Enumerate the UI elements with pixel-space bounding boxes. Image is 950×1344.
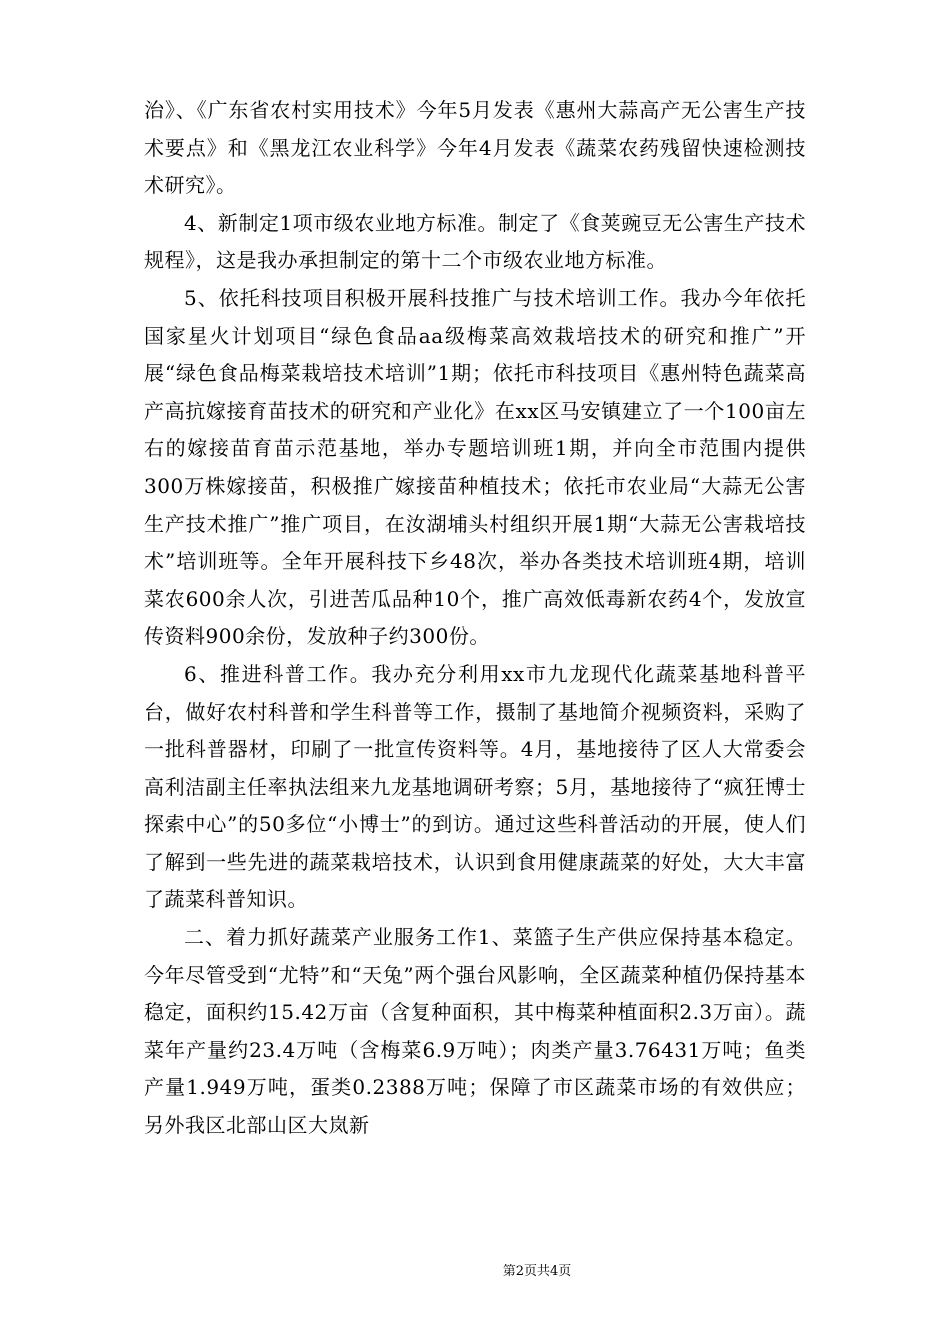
page-footer <box>0 1264 950 1280</box>
paragraph-item-6: 6、推进科普工作。我办充分利用xx市九龙现代化蔬菜基地科普平台，做好农村科普和学生科普等工作，摄制了基地简介视频资料，采购了一批科普器材，印刷了一批宣传资料等。4月，基地接待了区人大常委会高利洁副主任率执法组来九龙基地调研考察；5月，基地接待了“疯狂博士探索中心”的50多位“小博士”的到访。通过这些科普活动的开展，使人们了解到一些先进的蔬菜栽培技术，认识到食用健康蔬菜的好处，大大丰富了蔬菜科普知识。 <box>144 661 806 912</box>
page-number: 第2页共4页 <box>502 1264 572 1279</box>
paragraph-item-5: 5、依托科技项目积极开展科技推广与技术培训工作。我办今年依托国家星火计划项目“绿色食品aa级梅菜高效栽培技术的研究和推广”开展“绿色食品梅菜栽培技术培训”1期；依托市科技项目《惠州特色蔬菜高产高抗嫁接育苗技术的研究和产业化》在xx区马安镇建立了一个100亩左右的嫁接苗育苗示范基地，举办专题培训班1期，并向全市范围内提供300万株嫁接苗，积极推广嫁接苗种植技术；依托市农业局“大蒜无公害生产技术推广”推广项目，在汝湖埔头村组织开展1期“大蒜无公害栽培技术”培训班等。全年开展科技下乡48次，举办各类技术培训班4期，培训菜农600余人次，引进苦瓜品种10个，推广高效低毒新农药4个，发放宣传资料900余份，发放种子约300份。 <box>144 285 806 649</box>
paragraph-section-2: 二、着力抓好蔬菜产业服务工作1、菜篮子生产供应保持基本稳定。今年尽管受到“尤特”和“天兔”两个强台风影响，全区蔬菜种植仍保持基本稳定，面积约15.42万亩（含复种面积，其中梅菜种植面积2.3万亩）。蔬菜年产量约23.4万吨（含梅菜6.9万吨）；肉类产量3.76431万吨；鱼类产量1.949万吨，蛋类0.2388万吨；保障了市区蔬菜市场的有效供应；另外我区北部山区大岚新 <box>144 925 806 1138</box>
document-body <box>144 92 806 1145</box>
paragraph-continuation: 治》、《广东省农村实用技术》今年5月发表《惠州大蒜高产无公害生产技术要点》和《黑龙江农业科学》今年4月发表《蔬菜农药残留快速检测技术研究》。 <box>144 98 806 198</box>
paragraph-item-4: 4、新制定1项市级农业地方标准。制定了《食荚豌豆无公害生产技术规程》，这是我办承担制定的第十二个市级农业地方标准。 <box>144 210 806 273</box>
